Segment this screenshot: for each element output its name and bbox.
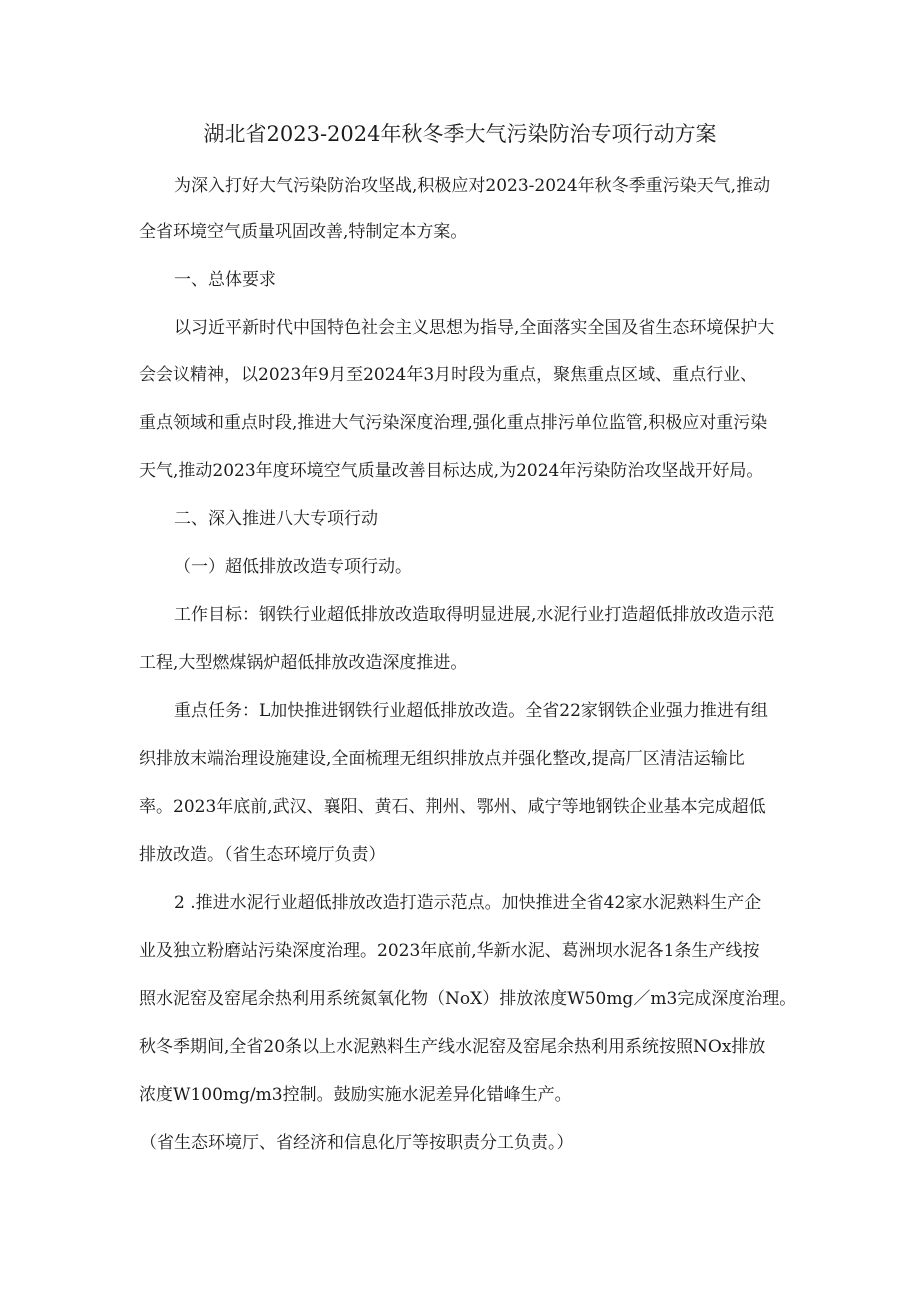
paragraph-line: 业及独立粉磨站污染深度治理。2023年底前,华新水泥、葛洲坝水泥各1条生产线按 [139,941,760,961]
subsection-heading: （一）超低排放改造专项行动。 [174,557,412,577]
paragraph-line: 织排放末端治理设施建设,全面梳理无组织排放点并强化整改,提高厂区清洁运输比 [139,749,745,769]
intro-line-2: 全省环境空气质量巩固改善,特制定本方案。 [139,222,468,242]
paragraph-line: 2 .推进水泥行业超低排放改造打造示范点。加快推进全省42家水泥熟料生产企 [174,893,762,913]
intro-line-1: 为深入打好大气污染防治攻坚战,积极应对2023-2024年秋冬季重污染天气,推动 [174,176,771,196]
paragraph-line: 以习近平新时代中国特色社会主义思想为指导,全面落实全国及省生态环境保护大 [174,318,775,338]
paragraph-line: 照水泥窑及窑尾余热利用系统氮氧化物（NoX）排放浓度W50mg／m3完成深度治理。 [139,989,797,1009]
section-heading-2: 二、深入推进八大专项行动 [174,509,378,529]
section-heading-1: 一、总体要求 [174,270,276,290]
paragraph-line: 率。2023年底前,武汉、襄阳、黄石、荆州、鄂州、咸宁等地钢铁企业基本完成超低 [139,797,766,817]
paragraph-line: 天气,推动2023年度环境空气质量改善目标达成,为2024年污染防治攻坚战开好局。 [139,461,764,481]
paragraph-line: 工程,大型燃煤锅炉超低排放改造深度推进。 [139,653,468,673]
paragraph-line: 排放改造。（省生态环境厅负责） [139,845,386,865]
paragraph-line: 重点领域和重点时段,推进大气污染深度治理,强化重点排污单位监管,积极应对重污染 [139,413,768,433]
document-title: 湖北省2023-2024年秋冬季大气污染防治专项行动方案 [203,122,717,146]
responsibility-note: （省生态环境厅、省经济和信息化厅等按职责分工负责。） [140,1133,574,1153]
paragraph-line: 浓度W100mg/m3控制。鼓励实施水泥差异化错峰生产。 [139,1085,572,1105]
paragraph-line: 会会议精神，以2023年9月至2024年3月时段为重点，聚焦重点区域、重点行业、 [139,365,758,385]
paragraph-line: 工作目标：钢铁行业超低排放改造取得明显进展,水泥行业打造超低排放改造示范 [174,605,775,625]
paragraph-line: 秋冬季期间,全省20条以上水泥熟料生产线水泥窑及窑尾余热利用系统按照NOx排放 [139,1037,766,1057]
paragraph-line: 重点任务：L加快推进钢铁行业超低排放改造。全省22家钢铁企业强力推进有组 [174,701,768,721]
